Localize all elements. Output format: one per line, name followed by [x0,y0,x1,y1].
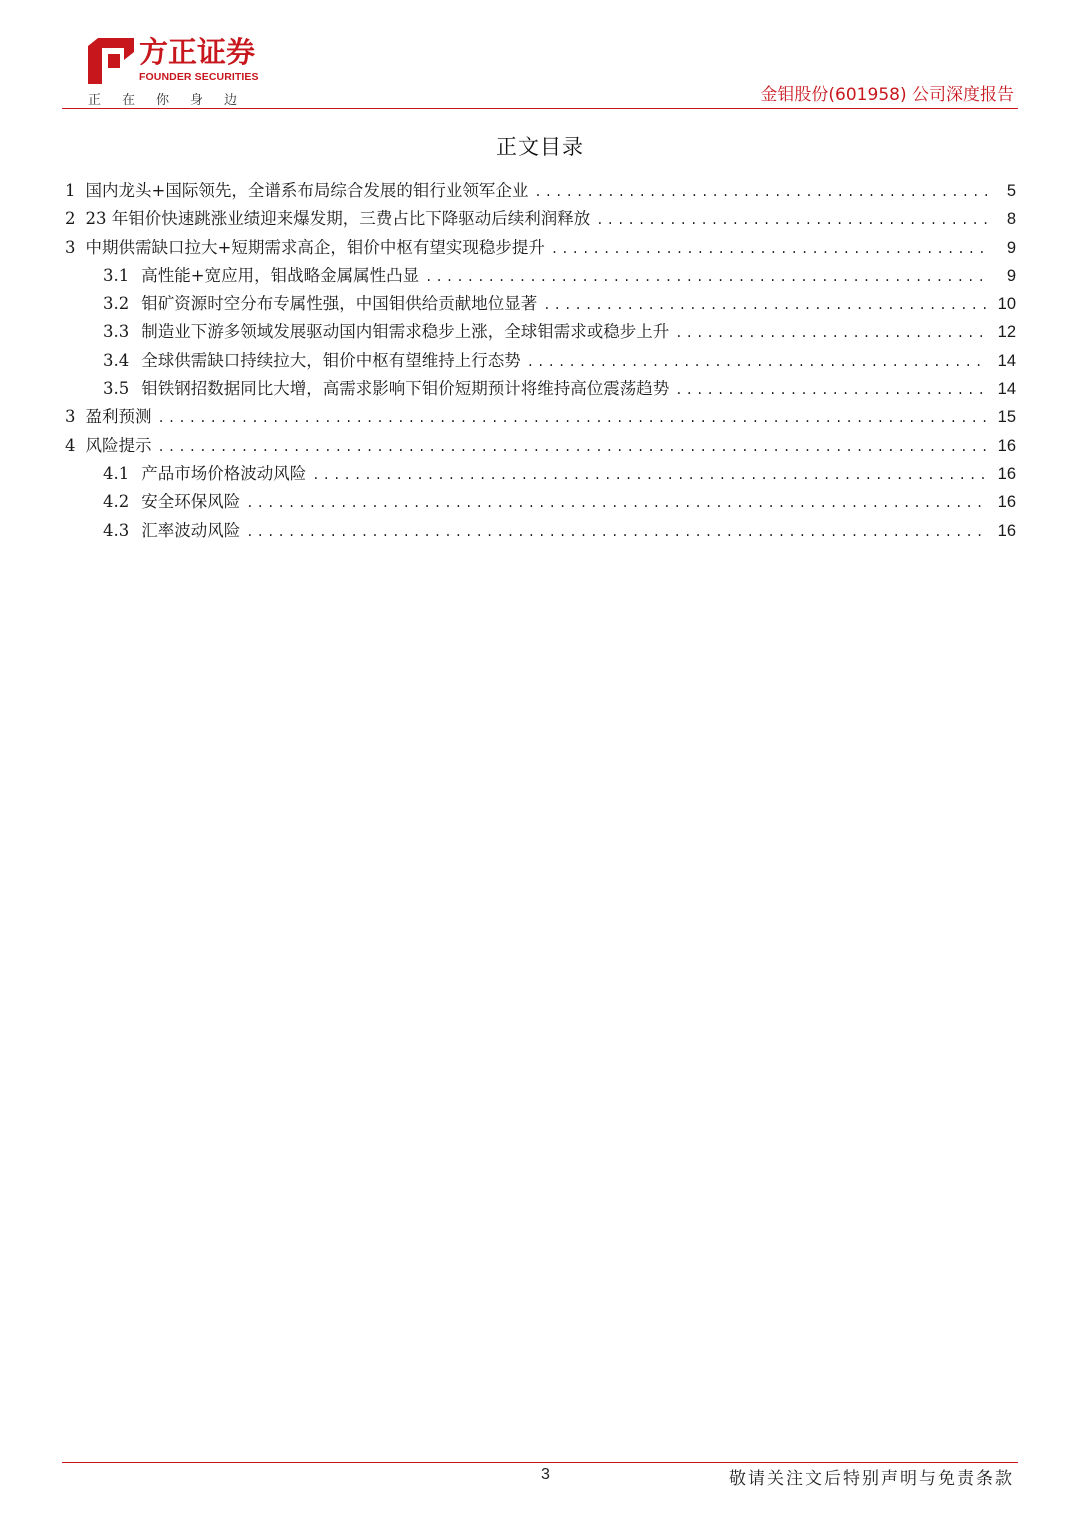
dot-leader [534,185,988,199]
toc-title: 正文目录 [496,135,584,159]
founder-logo-icon [88,38,134,84]
toc-entry-title: 安全环保风险 [141,492,241,512]
toc-entry-page: 14 [997,380,1016,399]
toc-entry-page: 5 [1006,182,1016,200]
footer-divider [62,1462,1018,1463]
toc-entry-title: 全球供需缺口持续拉大，钼价中枢有望维持上行态势 [141,350,521,370]
toc-entry[interactable] [65,234,1016,262]
toc-subentry[interactable] [65,517,1016,545]
toc-entry-number: 3 [65,407,76,427]
toc-entry-title: 钼铁钢招数据同比大增，高需求影响下钼价短期预计将维持高位震荡趋势 [141,379,670,399]
toc-entry-number: 4.2 [103,492,130,512]
report-title: 金钼股份(601958) 公司深度报告 [760,85,1014,105]
dot-leader [596,213,988,227]
dot-leader [158,411,989,425]
toc-entry[interactable] [65,432,1016,460]
toc-subentry[interactable] [65,318,1016,346]
toc-entry-title: 钼矿资源时空分布专属性强，中国钼供给贡献地位显著 [141,294,538,314]
dot-leader [246,525,988,539]
toc-subentry[interactable] [65,262,1016,290]
table-of-contents [65,177,1016,545]
toc-entry-number: 4 [65,435,76,455]
toc-entry-page: 16 [997,436,1016,455]
toc-entry-number: 4.1 [103,463,130,483]
toc-entry-number: 2 [65,209,76,229]
toc-entry-page: 10 [997,295,1016,314]
brand-slogan: 正在你身边 [88,93,259,108]
dot-leader [158,440,989,454]
toc-entry-title: 风险提示 [85,435,152,455]
toc-entry-page: 16 [997,493,1016,512]
toc-entry-number: 3.3 [103,322,130,342]
toc-entry-number: 3.2 [103,294,130,314]
toc-entry-number: 3.5 [103,379,130,399]
dot-leader [675,326,988,340]
toc-entry-number: 3.4 [103,350,130,370]
toc-entry-page: 14 [997,351,1016,370]
toc-entry-title: 国内龙头+国际领先，全谱系布局综合发展的钼行业领军企业 [85,181,529,200]
toc-entry-number: 4.3 [103,520,130,540]
header-divider [62,108,1018,109]
toc-subentry[interactable] [65,460,1016,488]
toc-entry-title: 制造业下游多领域发展驱动国内钼需求稳步上涨，全球钼需求或稳步上升 [141,322,670,342]
toc-entry-page: 16 [997,464,1016,483]
toc-entry-page: 15 [997,408,1016,427]
toc-entry[interactable] [65,403,1016,431]
toc-subentry[interactable] [65,347,1016,375]
toc-entry-title: 高性能+宽应用，钼战略金属属性凸显 [141,265,420,285]
toc-subentry[interactable] [65,290,1016,318]
toc-entry[interactable] [65,205,1016,233]
toc-entry-number: 1 [65,181,76,200]
dot-leader [425,270,988,284]
toc-entry-title: 23 年钼价快速跳涨业绩迎来爆发期，三费占比下降驱动后续利润释放 [85,209,591,229]
toc-entry-number: 3.1 [103,265,130,285]
dot-leader [527,355,988,369]
dot-leader [312,468,988,482]
toc-entry-number: 3 [65,237,76,257]
dot-leader [246,496,988,510]
toc-subentry[interactable] [65,488,1016,516]
toc-entry-title: 汇率波动风险 [141,520,241,540]
toc-entry-page: 8 [1006,210,1016,229]
brand-name-en: FOUNDER SECURITIES [139,71,259,83]
toc-entry-title: 产品市场价格波动风险 [141,463,307,483]
toc-entry-page: 9 [1006,238,1016,257]
toc-entry-page: 16 [997,521,1016,540]
brand-name: 方正证券 [139,35,256,69]
disclaimer-link[interactable]: 敬请关注文后特别声明与免责条款 [729,1469,1014,1489]
page-number: 3 [541,1466,550,1483]
toc-entry-title: 中期供需缺口拉大+短期需求高企，钼价中枢有望实现稳步提升 [85,237,545,257]
dot-leader [675,383,988,397]
dot-leader [543,298,988,312]
toc-entry[interactable] [65,177,1016,205]
toc-entry-page: 9 [1006,266,1016,285]
dot-leader [551,242,988,256]
toc-entry-page: 12 [997,323,1016,342]
toc-subentry[interactable] [65,375,1016,403]
toc-entry-title: 盈利预测 [85,407,152,427]
